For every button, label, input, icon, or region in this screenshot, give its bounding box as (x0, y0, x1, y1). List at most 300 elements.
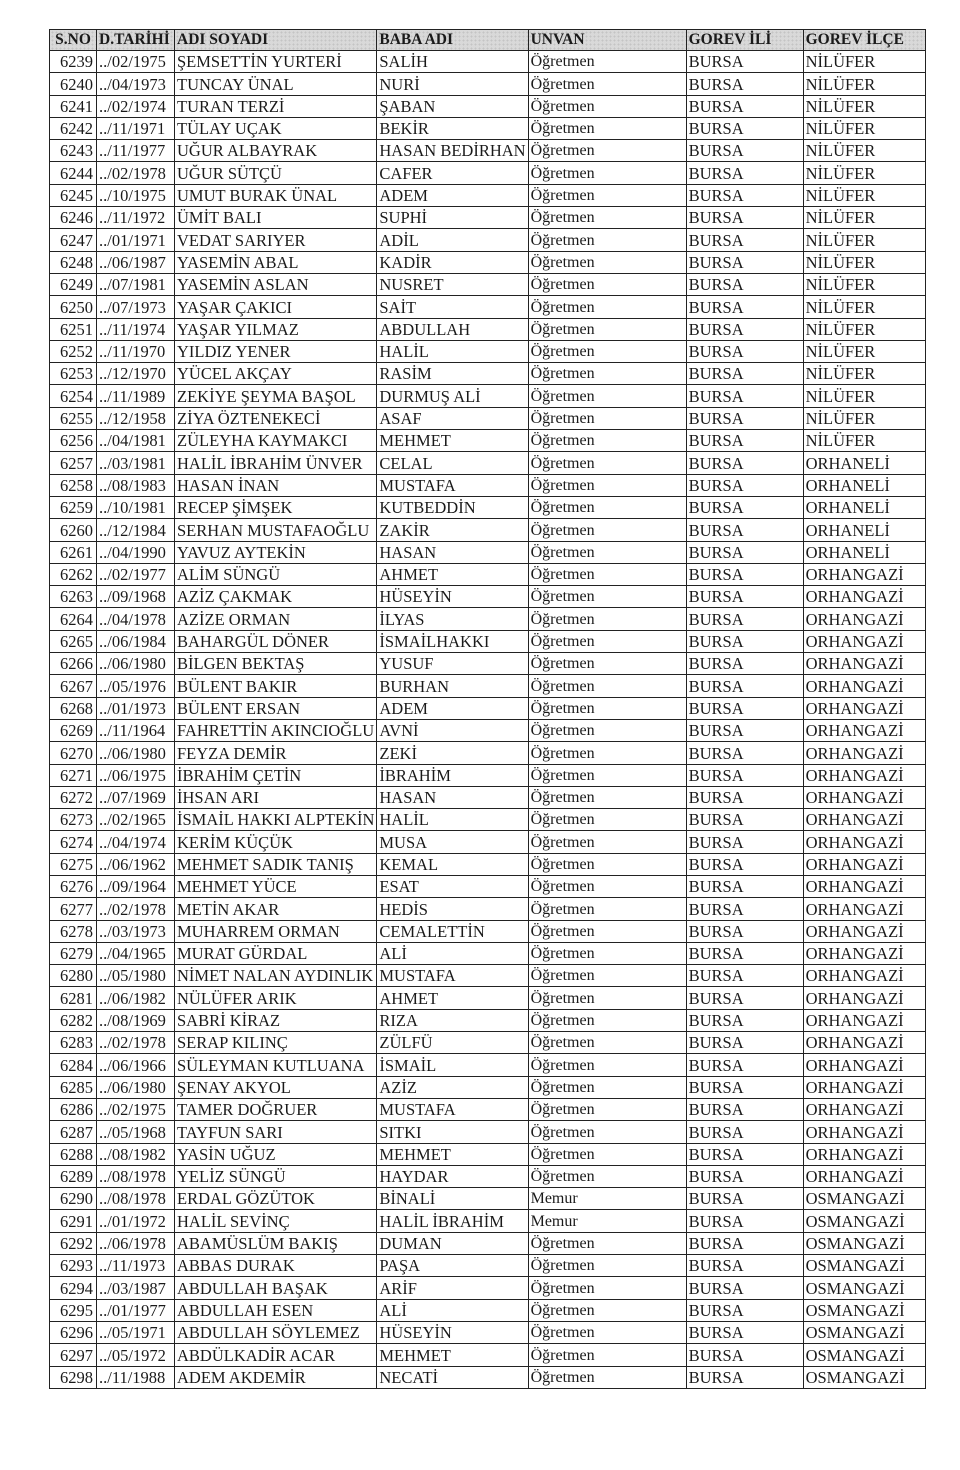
cell-title: Öğretmen (528, 1366, 686, 1388)
cell-title: Öğretmen (528, 95, 686, 117)
cell-district: ORHANGAZİ (803, 1054, 925, 1076)
cell-birth-date: ../11/1972 (97, 207, 175, 229)
cell-sno: 6248 (50, 251, 97, 273)
cell-sno: 6297 (50, 1344, 97, 1366)
cell-birth-date: ../06/1980 (97, 653, 175, 675)
cell-district: ORHANGAZİ (803, 563, 925, 585)
cell-district: NİLÜFER (803, 140, 925, 162)
cell-full-name: YASEMİN ABAL (175, 251, 377, 273)
cell-title: Öğretmen (528, 853, 686, 875)
cell-birth-date: ../11/1970 (97, 340, 175, 362)
cell-district: ORHANGAZİ (803, 809, 925, 831)
table-row (50, 809, 926, 831)
cell-father-name: KADİR (377, 251, 528, 273)
cell-birth-date: ../11/1974 (97, 318, 175, 340)
cell-sno: 6245 (50, 184, 97, 206)
cell-district: ORHANGAZİ (803, 1165, 925, 1187)
cell-province: BURSA (686, 363, 803, 385)
cell-title: Öğretmen (528, 184, 686, 206)
cell-sno: 6295 (50, 1299, 97, 1321)
cell-birth-date: ../05/1976 (97, 675, 175, 697)
cell-province: BURSA (686, 296, 803, 318)
table-row (50, 1366, 926, 1388)
table-row (50, 1232, 926, 1254)
cell-sno: 6266 (50, 653, 97, 675)
cell-province: BURSA (686, 519, 803, 541)
cell-birth-date: ../11/1989 (97, 385, 175, 407)
document-page (49, 29, 926, 1389)
table-row (50, 764, 926, 786)
table-row (50, 786, 926, 808)
cell-province: BURSA (686, 630, 803, 652)
cell-father-name: ZAKİR (377, 519, 528, 541)
cell-full-name: ZÜLEYHA KAYMAKCI (175, 430, 377, 452)
cell-birth-date: ../07/1981 (97, 273, 175, 295)
table-row (50, 430, 926, 452)
cell-sno: 6288 (50, 1143, 97, 1165)
cell-title: Öğretmen (528, 1255, 686, 1277)
cell-sno: 6243 (50, 140, 97, 162)
cell-title: Öğretmen (528, 920, 686, 942)
cell-birth-date: ../03/1973 (97, 920, 175, 942)
cell-sno: 6240 (50, 73, 97, 95)
cell-father-name: AZİZ (377, 1076, 528, 1098)
cell-district: ORHANGAZİ (803, 987, 925, 1009)
cell-province: BURSA (686, 73, 803, 95)
cell-title: Öğretmen (528, 162, 686, 184)
cell-birth-date: ../02/1975 (97, 51, 175, 73)
cell-birth-date: ../07/1969 (97, 786, 175, 808)
cell-birth-date: ../08/1978 (97, 1188, 175, 1210)
table-row (50, 251, 926, 273)
cell-province: BURSA (686, 1210, 803, 1232)
cell-district: ORHANGAZİ (803, 719, 925, 741)
cell-district: NİLÜFER (803, 184, 925, 206)
table-row (50, 1210, 926, 1232)
cell-full-name: TÜLAY UÇAK (175, 117, 377, 139)
cell-sno: 6273 (50, 809, 97, 831)
cell-birth-date: ../12/1984 (97, 519, 175, 541)
cell-province: BURSA (686, 809, 803, 831)
cell-father-name: KEMAL (377, 853, 528, 875)
cell-full-name: YILDIZ YENER (175, 340, 377, 362)
cell-birth-date: ../05/1980 (97, 965, 175, 987)
cell-title: Öğretmen (528, 496, 686, 518)
cell-birth-date: ../11/1973 (97, 1255, 175, 1277)
table-row (50, 675, 926, 697)
cell-district: ORHANGAZİ (803, 675, 925, 697)
cell-sno: 6296 (50, 1321, 97, 1343)
cell-sno: 6294 (50, 1277, 97, 1299)
cell-province: BURSA (686, 1143, 803, 1165)
cell-district: ORHANGAZİ (803, 875, 925, 897)
table-row (50, 563, 926, 585)
cell-district: OSMANGAZİ (803, 1321, 925, 1343)
cell-province: BURSA (686, 407, 803, 429)
table-row (50, 363, 926, 385)
cell-title: Öğretmen (528, 742, 686, 764)
cell-full-name: UĞUR ALBAYRAK (175, 140, 377, 162)
cell-full-name: HALİL SEVİNÇ (175, 1210, 377, 1232)
cell-birth-date: ../07/1973 (97, 296, 175, 318)
cell-title: Öğretmen (528, 1076, 686, 1098)
cell-full-name: ŞEMSETTİN YURTERİ (175, 51, 377, 73)
cell-district: ORHANGAZİ (803, 1032, 925, 1054)
cell-title: Öğretmen (528, 1299, 686, 1321)
cell-sno: 6281 (50, 987, 97, 1009)
cell-district: NİLÜFER (803, 385, 925, 407)
cell-district: NİLÜFER (803, 73, 925, 95)
cell-district: OSMANGAZİ (803, 1366, 925, 1388)
cell-father-name: CAFER (377, 162, 528, 184)
table-row (50, 407, 926, 429)
cell-sno: 6291 (50, 1210, 97, 1232)
cell-sno: 6259 (50, 496, 97, 518)
cell-birth-date: ../11/1988 (97, 1366, 175, 1388)
cell-birth-date: ../02/1978 (97, 898, 175, 920)
cell-province: BURSA (686, 541, 803, 563)
cell-title: Öğretmen (528, 608, 686, 630)
cell-province: BURSA (686, 1299, 803, 1321)
cell-province: BURSA (686, 1121, 803, 1143)
cell-province: BURSA (686, 452, 803, 474)
table-row (50, 1321, 926, 1343)
table-row (50, 965, 926, 987)
cell-birth-date: ../02/1978 (97, 1032, 175, 1054)
cell-sno: 6255 (50, 407, 97, 429)
cell-province: BURSA (686, 340, 803, 362)
cell-province: BURSA (686, 184, 803, 206)
cell-district: NİLÜFER (803, 273, 925, 295)
cell-birth-date: ../06/1980 (97, 742, 175, 764)
cell-sno: 6280 (50, 965, 97, 987)
cell-district: NİLÜFER (803, 207, 925, 229)
cell-province: BURSA (686, 1165, 803, 1187)
cell-title: Öğretmen (528, 1032, 686, 1054)
cell-province: BURSA (686, 942, 803, 964)
cell-district: ORHANGAZİ (803, 786, 925, 808)
table-row (50, 541, 926, 563)
cell-sno: 6272 (50, 786, 97, 808)
cell-sno: 6249 (50, 273, 97, 295)
header-full-name: ADI SOYADI (175, 30, 377, 51)
cell-sno: 6244 (50, 162, 97, 184)
cell-birth-date: ../02/1965 (97, 809, 175, 831)
table-row (50, 1277, 926, 1299)
cell-title: Öğretmen (528, 1098, 686, 1120)
cell-district: ORHANGAZİ (803, 764, 925, 786)
cell-sno: 6247 (50, 229, 97, 251)
cell-sno: 6241 (50, 95, 97, 117)
table-row (50, 875, 926, 897)
cell-province: BURSA (686, 920, 803, 942)
cell-district: NİLÜFER (803, 296, 925, 318)
cell-birth-date: ../08/1982 (97, 1143, 175, 1165)
cell-full-name: İBRAHİM ÇETİN (175, 764, 377, 786)
cell-father-name: ZÜLFÜ (377, 1032, 528, 1054)
cell-province: BURSA (686, 1255, 803, 1277)
cell-district: OSMANGAZİ (803, 1232, 925, 1254)
cell-full-name: TURAN TERZİ (175, 95, 377, 117)
cell-father-name: HÜSEYİN (377, 1321, 528, 1343)
cell-province: BURSA (686, 853, 803, 875)
cell-title: Öğretmen (528, 363, 686, 385)
cell-full-name: ABDULLAH SÖYLEMEZ (175, 1321, 377, 1343)
table-row (50, 184, 926, 206)
cell-full-name: METİN AKAR (175, 898, 377, 920)
cell-full-name: KERİM KÜÇÜK (175, 831, 377, 853)
cell-father-name: HAYDAR (377, 1165, 528, 1187)
table-row (50, 987, 926, 1009)
cell-title: Öğretmen (528, 229, 686, 251)
table-row (50, 1098, 926, 1120)
cell-province: BURSA (686, 875, 803, 897)
cell-district: NİLÜFER (803, 229, 925, 251)
table-row (50, 519, 926, 541)
cell-sno: 6265 (50, 630, 97, 652)
personnel-table (49, 29, 926, 1389)
cell-father-name: ALİ (377, 1299, 528, 1321)
cell-sno: 6260 (50, 519, 97, 541)
cell-birth-date: ../11/1964 (97, 719, 175, 741)
cell-full-name: YAVUZ AYTEKİN (175, 541, 377, 563)
cell-title: Öğretmen (528, 1054, 686, 1076)
cell-sno: 6250 (50, 296, 97, 318)
cell-title: Öğretmen (528, 117, 686, 139)
cell-province: BURSA (686, 95, 803, 117)
cell-birth-date: ../12/1970 (97, 363, 175, 385)
cell-province: BURSA (686, 1098, 803, 1120)
cell-province: BURSA (686, 1054, 803, 1076)
cell-full-name: RECEP ŞİMŞEK (175, 496, 377, 518)
table-row (50, 1121, 926, 1143)
cell-district: OSMANGAZİ (803, 1277, 925, 1299)
cell-district: OSMANGAZİ (803, 1344, 925, 1366)
cell-province: BURSA (686, 563, 803, 585)
cell-full-name: ABBAS DURAK (175, 1255, 377, 1277)
cell-title: Öğretmen (528, 273, 686, 295)
cell-district: NİLÜFER (803, 407, 925, 429)
cell-father-name: NUSRET (377, 273, 528, 295)
cell-province: BURSA (686, 898, 803, 920)
cell-district: OSMANGAZİ (803, 1210, 925, 1232)
cell-title: Öğretmen (528, 519, 686, 541)
cell-district: ORHANGAZİ (803, 697, 925, 719)
cell-full-name: UMUT BURAK ÜNAL (175, 184, 377, 206)
cell-sno: 6256 (50, 430, 97, 452)
cell-province: BURSA (686, 1188, 803, 1210)
cell-father-name: ADEM (377, 697, 528, 719)
cell-full-name: YÜCEL AKÇAY (175, 363, 377, 385)
cell-title: Öğretmen (528, 1277, 686, 1299)
table-row (50, 1255, 926, 1277)
cell-district: ORHANELİ (803, 474, 925, 496)
cell-full-name: İHSAN ARI (175, 786, 377, 808)
cell-full-name: BİLGEN BEKTAŞ (175, 653, 377, 675)
table-row (50, 1165, 926, 1187)
cell-title: Öğretmen (528, 1121, 686, 1143)
table-row (50, 207, 926, 229)
cell-birth-date: ../06/1982 (97, 987, 175, 1009)
cell-district: OSMANGAZİ (803, 1255, 925, 1277)
cell-district: ORHANGAZİ (803, 831, 925, 853)
cell-father-name: ADEM (377, 184, 528, 206)
cell-birth-date: ../02/1978 (97, 162, 175, 184)
cell-full-name: ADEM AKDEMİR (175, 1366, 377, 1388)
cell-sno: 6276 (50, 875, 97, 897)
cell-sno: 6275 (50, 853, 97, 875)
cell-province: BURSA (686, 430, 803, 452)
cell-father-name: ŞABAN (377, 95, 528, 117)
cell-father-name: İLYAS (377, 608, 528, 630)
cell-sno: 6264 (50, 608, 97, 630)
cell-father-name: AHMET (377, 987, 528, 1009)
cell-district: ORHANGAZİ (803, 608, 925, 630)
cell-title: Öğretmen (528, 251, 686, 273)
cell-title: Öğretmen (528, 586, 686, 608)
cell-full-name: İSMAİL HAKKI ALPTEKİN (175, 809, 377, 831)
cell-father-name: HALİL (377, 809, 528, 831)
cell-father-name: SALİH (377, 51, 528, 73)
cell-sno: 6279 (50, 942, 97, 964)
cell-district: NİLÜFER (803, 430, 925, 452)
cell-father-name: HASAN BEDİRHAN (377, 140, 528, 162)
cell-title: Öğretmen (528, 809, 686, 831)
cell-sno: 6283 (50, 1032, 97, 1054)
cell-province: BURSA (686, 719, 803, 741)
cell-district: ORHANGAZİ (803, 898, 925, 920)
cell-birth-date: ../05/1972 (97, 1344, 175, 1366)
table-row (50, 1143, 926, 1165)
cell-full-name: MUHARREM ORMAN (175, 920, 377, 942)
cell-title: Öğretmen (528, 140, 686, 162)
cell-birth-date: ../04/1981 (97, 430, 175, 452)
cell-full-name: AZİZE ORMAN (175, 608, 377, 630)
cell-father-name: HALİL İBRAHİM (377, 1210, 528, 1232)
cell-birth-date: ../06/1978 (97, 1232, 175, 1254)
cell-birth-date: ../10/1975 (97, 184, 175, 206)
cell-province: BURSA (686, 273, 803, 295)
cell-full-name: SÜLEYMAN KUTLUANA (175, 1054, 377, 1076)
cell-sno: 6282 (50, 1009, 97, 1031)
cell-title: Öğretmen (528, 541, 686, 563)
cell-province: BURSA (686, 831, 803, 853)
header-province: GOREV İLİ (686, 30, 803, 51)
cell-father-name: HASAN (377, 541, 528, 563)
header-sno: S.NO (50, 30, 97, 51)
cell-sno: 6277 (50, 898, 97, 920)
cell-title: Öğretmen (528, 1165, 686, 1187)
table-body (50, 51, 926, 1389)
cell-province: BURSA (686, 608, 803, 630)
cell-sno: 6261 (50, 541, 97, 563)
cell-district: NİLÜFER (803, 117, 925, 139)
table-row (50, 318, 926, 340)
cell-birth-date: ../08/1983 (97, 474, 175, 496)
table-row (50, 229, 926, 251)
cell-full-name: YAŞAR YILMAZ (175, 318, 377, 340)
cell-birth-date: ../10/1981 (97, 496, 175, 518)
cell-title: Öğretmen (528, 831, 686, 853)
cell-birth-date: ../11/1977 (97, 140, 175, 162)
cell-province: BURSA (686, 742, 803, 764)
cell-province: BURSA (686, 117, 803, 139)
table-row (50, 340, 926, 362)
cell-full-name: ABAMÜSLÜM BAKIŞ (175, 1232, 377, 1254)
cell-full-name: ŞENAY AKYOL (175, 1076, 377, 1098)
cell-father-name: ZEKİ (377, 742, 528, 764)
cell-district: ORHANGAZİ (803, 1009, 925, 1031)
cell-district: ORHANGAZİ (803, 1143, 925, 1165)
table-row (50, 496, 926, 518)
cell-father-name: HASAN (377, 786, 528, 808)
cell-father-name: BURHAN (377, 675, 528, 697)
cell-sno: 6285 (50, 1076, 97, 1098)
cell-birth-date: ../04/1965 (97, 942, 175, 964)
cell-district: ORHANGAZİ (803, 630, 925, 652)
cell-full-name: YELİZ SÜNGÜ (175, 1165, 377, 1187)
table-row (50, 697, 926, 719)
cell-district: ORHANELİ (803, 519, 925, 541)
cell-full-name: ALİM SÜNGÜ (175, 563, 377, 585)
cell-full-name: HASAN İNAN (175, 474, 377, 496)
cell-sno: 6298 (50, 1366, 97, 1388)
cell-province: BURSA (686, 229, 803, 251)
cell-sno: 6287 (50, 1121, 97, 1143)
cell-title: Öğretmen (528, 407, 686, 429)
cell-sno: 6278 (50, 920, 97, 942)
cell-title: Memur (528, 1210, 686, 1232)
cell-province: BURSA (686, 496, 803, 518)
cell-full-name: ERDAL GÖZÜTOK (175, 1188, 377, 1210)
table-row (50, 630, 926, 652)
cell-title: Öğretmen (528, 207, 686, 229)
cell-full-name: HALİL İBRAHİM ÜNVER (175, 452, 377, 474)
cell-father-name: KUTBEDDİN (377, 496, 528, 518)
cell-sno: 6271 (50, 764, 97, 786)
cell-father-name: AVNİ (377, 719, 528, 741)
cell-sno: 6253 (50, 363, 97, 385)
cell-title: Öğretmen (528, 898, 686, 920)
cell-birth-date: ../06/1984 (97, 630, 175, 652)
table-row (50, 942, 926, 964)
cell-province: BURSA (686, 207, 803, 229)
cell-title: Öğretmen (528, 318, 686, 340)
header-title: UNVAN (528, 30, 686, 51)
cell-father-name: ARİF (377, 1277, 528, 1299)
cell-sno: 6239 (50, 51, 97, 73)
cell-sno: 6286 (50, 1098, 97, 1120)
table-row (50, 1299, 926, 1321)
table-row (50, 1054, 926, 1076)
cell-sno: 6289 (50, 1165, 97, 1187)
cell-father-name: RIZA (377, 1009, 528, 1031)
cell-sno: 6292 (50, 1232, 97, 1254)
cell-sno: 6254 (50, 385, 97, 407)
cell-full-name: TAMER DOĞRUER (175, 1098, 377, 1120)
table-row (50, 1009, 926, 1031)
table-row (50, 1032, 926, 1054)
cell-province: BURSA (686, 318, 803, 340)
cell-father-name: SUPHİ (377, 207, 528, 229)
cell-full-name: ABDULLAH ESEN (175, 1299, 377, 1321)
cell-father-name: İBRAHİM (377, 764, 528, 786)
cell-district: ORHANELİ (803, 496, 925, 518)
cell-sno: 6268 (50, 697, 97, 719)
cell-father-name: MEHMET (377, 1344, 528, 1366)
cell-birth-date: ../01/1972 (97, 1210, 175, 1232)
cell-father-name: CELAL (377, 452, 528, 474)
